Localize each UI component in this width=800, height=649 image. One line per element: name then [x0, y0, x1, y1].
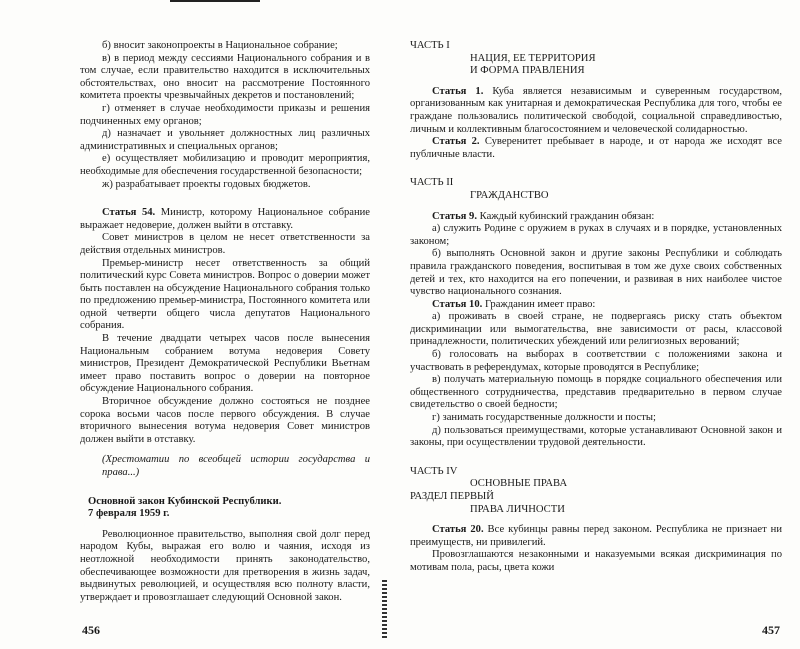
book-gutter: [382, 580, 387, 640]
part-2-heading: [410, 177, 782, 202]
article-54-label: Статья 54.: [102, 207, 156, 219]
paragraph: Премьер-министр несет ответственность за общий политический курс Совета министров. Вопрос о доверии может быть поставлен на обсуждение Национального собрания только по предложению премьер-министра, Постоянного комитета или одной четверти общего числа депутатов Национального собрания.: [80, 257, 370, 332]
section-label: РАЗДЕЛ ПЕРВЫЙ: [410, 491, 494, 502]
part-1-title-line1: НАЦИЯ, ЕЕ ТЕРРИТОРИЯ: [470, 52, 596, 64]
article-10-item-a: а) проживать в своей стране, не подвергаясь риску стать объектом дискриминации или вымогательства, вне зависимости от расы, классовой принадлежности, политических убеждений или религиозных верований;: [410, 311, 782, 348]
article-1: [410, 86, 782, 136]
article-9-item-a: а) служить Родине с оружием в руках в случаях и в порядке, установленных законом;: [410, 223, 782, 247]
article-2-label: Статья 2.: [432, 136, 480, 148]
preamble: Революционное правительство, выполняя свой долг перед народом Кубы, выражая его волю и чаяния, исходя из неотложной необходимости принять законодательство, обеспечивающее возможности для претворения в жизнь задач, выдвинутых революцией, и осуществляя всю полноту власти, утверждает и провозглашает следующий Основной закон.: [80, 528, 370, 603]
document-title: Основной закон Кубинской Республики.: [88, 495, 282, 507]
article-10-text: Гражданин имеет право:: [482, 298, 596, 310]
article-10-item-g: г) занимать государственные должности и посты;: [432, 412, 656, 424]
article-2: [410, 136, 782, 161]
clause-d: д) назначает и увольняет должностных лиц различных административных и специальных органов;: [80, 128, 370, 152]
clause-v: в) в период между сессиями Национального собрания и в том случае, если правительство находится в исключительных обстоятельствах, оно вносит на рассмотрение Постоянного комитета проекты чрезвычайных декретов и постановлений;: [80, 52, 370, 102]
part-1-title-line2: И ФОРМА ПРАВЛЕНИЯ: [470, 65, 585, 77]
left-page: [80, 0, 370, 649]
section-title: ПРАВА ЛИЧНОСТИ: [470, 503, 565, 515]
clause-g: г) отменяет в случае необходимости приказы и решения подчиненных ему органов;: [80, 102, 370, 127]
section-heading: [410, 491, 782, 516]
article-54: [80, 207, 370, 232]
part-4-title: ОСНОВНЫЕ ПРАВА: [470, 478, 568, 490]
paragraph: В течение двадцати четырех часов после вынесения Национальным собранием вотума недоверия Совету министров, Президент Демократической Республики Вьетнам имеет право поставить вопрос о доверии на повторное обсуждение Национального собрания.: [80, 333, 370, 395]
part-2-title: ГРАЖДАНСТВО: [470, 189, 549, 201]
part-4-label: ЧАСТЬ IV: [410, 465, 458, 477]
article-2-text: Суверенитет пребывает в народе, и от народа же исходят все публичные власти.: [410, 136, 783, 160]
article-10-label: Статья 10.: [432, 298, 483, 310]
part-1-label: ЧАСТЬ I: [410, 40, 450, 51]
article-9-item-b: б) выполнять Основной закон и другие законы Республики и соблюдать правила гражданского поведения, воспитывая в том же духе своих собственных детей и тех, кто находится на его попечении, и развивая в них наиболее чистое чувство национального сознания.: [410, 248, 782, 298]
article-10: [410, 299, 782, 312]
article-54-text: Министр, которому Национальное собрание выражает недоверие, должен выйти в отставку.: [80, 207, 370, 231]
article-20: [410, 524, 782, 549]
right-page: [410, 0, 782, 649]
article-1-label: Статья 1.: [432, 85, 484, 97]
clause-b: б) вносит законопроекты в Национальное собрание;: [102, 40, 338, 51]
article-1-text: Куба является независимым и суверенным государством, организованным как унитарная и демократическая Республика для того, чтобы ее граждане пользовались политической свободой, социальной справедливостью, личным и коллективным благосостоянием и человеческой солидарностью.: [410, 85, 783, 135]
part-1-heading: [410, 40, 782, 78]
article-20-text: Все кубинцы равны перед законом. Республика не признает ни преимуществ, ни привилегий.: [410, 524, 783, 548]
page-number: 457: [762, 623, 780, 638]
paragraph: Вторичное обсуждение должно состояться не позднее сорока восьми часов после первого обсуждения. В случае вторичного вынесения вотума недоверия Совет министров должен выйти в отставку.: [80, 396, 370, 445]
article-10-item-b: б) голосовать на выборах в соответствии с положениями закона и участвовать в референдумах, которые проводятся в Республике;: [410, 349, 782, 373]
article-10-item-d: д) пользоваться преимуществами, которые устанавливают Основной закон и законы, при осуществлении трудовой деятельности.: [410, 424, 782, 449]
article-10-item-v: в) получать материальную помощь в порядке социального обеспечения или общественного сотрудничества, представив предварительно в первом случае свидетельство о своей бедности;: [410, 374, 782, 411]
article-9-label: Статья 9.: [432, 210, 477, 222]
clause-zh: ж) разрабатывает проекты годовых бюджетов.: [102, 178, 311, 190]
paragraph: Провозглашаются незаконными и наказуемыми всякая дискриминация по мотивам пола, расы, цвета кожи: [410, 549, 782, 573]
source-citation: (Хрестоматии по всеобщей истории государства и права...): [102, 454, 370, 478]
part-4-heading: [410, 466, 782, 491]
article-9: [410, 211, 782, 224]
document-date: 7 февраля 1959 г.: [88, 508, 170, 520]
part-2-label: ЧАСТЬ II: [410, 177, 454, 189]
article-9-text: Каждый кубинский гражданин обязан:: [477, 210, 655, 222]
clause-e: е) осуществляет мобилизацию и проводит мероприятия, необходимые для обеспечения государственной безопасности;: [80, 153, 370, 177]
page-number: 456: [82, 623, 100, 638]
article-20-label: Статья 20.: [432, 524, 484, 536]
paragraph: Совет министров в целом не несет ответственности за действия отдельных министров.: [80, 232, 370, 256]
